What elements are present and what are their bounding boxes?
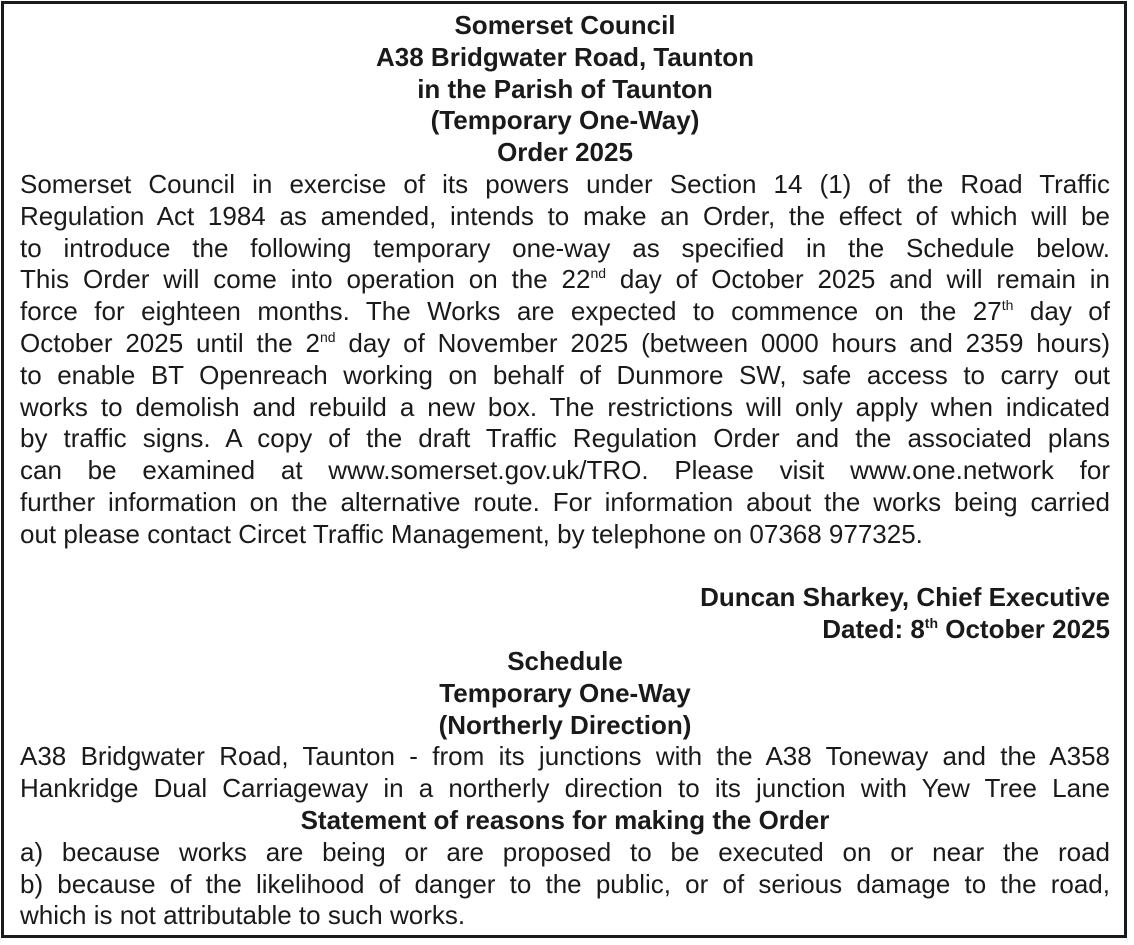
body-line [20, 264, 1110, 296]
body-line: Regulation Act 1984 as amended, intends to make an Order, the effect of which will be [20, 200, 1110, 231]
schedule-line: Hankridge Dual Carriageway in a northerly direction to its junction with Yew Tree Lane [20, 773, 1110, 804]
reason-line: a) because works are being or are proposed to be executed on or near the road [20, 836, 1110, 867]
body-line: to enable BT Openreach working on behalf of Dunmore SW, safe access to carry out [20, 359, 1110, 390]
body-line: Somerset Council in exercise of its powers under Section 14 (1) of the Road Traffic [20, 168, 1110, 199]
body-text: day of [1013, 296, 1110, 327]
reason-line: which is not attributable to such works. [20, 900, 466, 931]
body-line: by traffic signs. A copy of the draft Traffic Regulation Order and the associated plans [20, 423, 1110, 454]
notice-body [20, 169, 1110, 551]
body-line: further information on the alternative route. For information about the works being carried [20, 486, 1110, 517]
body-text: day of November 2025 (between 0000 hours and 2359 hours) [335, 327, 1110, 358]
body-text: day of October 2025 and will remain in [606, 264, 1110, 295]
schedule-title: Schedule [507, 645, 623, 676]
body-line: can be examined at www.somerset.gov.uk/TRO. Please visit www.one.network for [20, 455, 1110, 486]
notice-order-title: Order 2025 [497, 137, 633, 168]
date-text: October 2025 [938, 614, 1110, 645]
spacer [20, 551, 1110, 583]
notice-road: A38 Bridgwater Road, Taunton [376, 41, 754, 72]
body-text: force for eighteen months. The Works are expected to commence on the 27 [20, 296, 1002, 327]
body-text: This Order will come into operation on the 22 [20, 264, 591, 295]
ordinal-suffix: nd [590, 265, 607, 282]
schedule-subtitle: Temporary One-Way [439, 677, 691, 708]
ordinal-suffix: th [1001, 297, 1014, 314]
body-line: out please contact Circet Traffic Management, by telephone on 07368 977325. [20, 518, 923, 549]
body-line [20, 328, 1110, 360]
ordinal-suffix: th [924, 615, 939, 632]
reasons-title: Statement of reasons for making the Order [300, 804, 830, 835]
body-line: to introduce the following temporary one-way as specified in the Schedule below. [20, 232, 1110, 263]
ordinal-suffix: nd [319, 328, 336, 345]
body-line: works to demolish and rebuild a new box. The restrictions will only apply when indicated [20, 391, 1110, 422]
reason-line: b) because of the likelihood of danger to the public, or of serious damage to the road, [20, 868, 1110, 899]
notice-council: Somerset Council [454, 10, 676, 40]
signature-date [20, 614, 1110, 646]
signatory-name: Duncan Sharkey, Chief Executive [700, 582, 1110, 613]
notice-parish: in the Parish of Taunton [417, 73, 713, 104]
notice-order-type: (Temporary One-Way) [430, 105, 700, 136]
body-text: October 2025 until the 2 [20, 327, 320, 358]
public-notice [1, 1, 1127, 938]
schedule-line: A38 Bridgwater Road, Taunton - from its junctions with the A38 Toneway and the A358 [20, 741, 1110, 772]
date-text: Dated: 8 [822, 614, 925, 645]
body-line [20, 296, 1110, 328]
schedule-direction: (Northerly Direction) [438, 709, 692, 740]
